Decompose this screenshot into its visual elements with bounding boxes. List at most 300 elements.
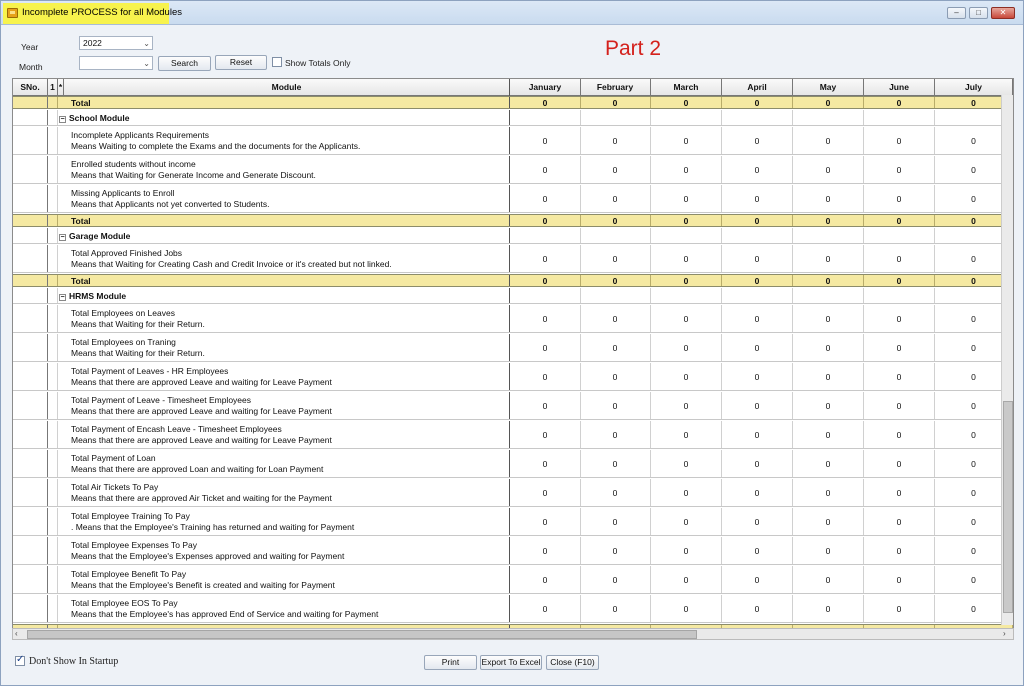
module-text-line — [71, 308, 175, 319]
month-value-cell: 0 — [722, 97, 793, 108]
expand-cell — [48, 566, 58, 593]
month-value-cell: 0 — [935, 450, 1013, 477]
module-cell — [58, 334, 510, 361]
month-value-cell — [793, 228, 864, 243]
module-text-line — [71, 170, 316, 181]
sno-cell — [13, 127, 48, 154]
column-header-month[interactable]: May — [793, 79, 864, 96]
module-title: Total Employee Expenses To Pay — [71, 540, 197, 550]
expand-cell — [48, 537, 58, 564]
month-value-cell: 0 — [510, 334, 581, 361]
month-value-cell — [580, 228, 651, 243]
show-totals-label: Show Totals Only — [285, 58, 351, 68]
module-text-line — [71, 569, 186, 580]
table-row[interactable] — [13, 363, 1013, 391]
expand-cell — [48, 245, 58, 272]
column-header-month[interactable]: January — [510, 79, 581, 96]
sno-cell — [13, 215, 48, 226]
month-value-cell: 0 — [651, 363, 722, 390]
sno-cell — [13, 508, 48, 535]
month-value-cell: 0 — [580, 156, 651, 183]
module-cell — [58, 566, 510, 593]
expand-cell — [48, 334, 58, 361]
month-value-cell: 0 — [580, 595, 651, 622]
month-value-cell: 0 — [580, 334, 651, 361]
minimize-button[interactable]: ‒ — [947, 7, 966, 19]
month-value-cell: 0 — [864, 421, 935, 448]
sno-cell — [13, 110, 48, 125]
module-cell — [58, 245, 510, 272]
module-cell — [58, 288, 510, 303]
module-description: Means that Waiting for their Return. — [71, 348, 205, 358]
sno-cell — [13, 245, 48, 272]
title-bar — [1, 1, 1023, 25]
month-value-cell: 0 — [864, 97, 935, 108]
month-value-cell: 0 — [793, 508, 864, 535]
sno-cell — [13, 566, 48, 593]
module-title: Garage Module — [69, 230, 131, 241]
sno-cell — [13, 595, 48, 622]
dont-show-label: Don't Show In Startup — [29, 656, 119, 667]
month-value-cell: 0 — [510, 508, 581, 535]
month-value-cell: 0 — [935, 566, 1013, 593]
month-value-cell: 0 — [935, 97, 1013, 108]
module-description: Means that the Employee's Expenses approved and waiting for Payment — [71, 551, 345, 561]
month-value-cell: 0 — [651, 479, 722, 506]
module-text-line — [71, 98, 91, 109]
module-cell — [58, 450, 510, 477]
month-value-cell: 0 — [864, 479, 935, 506]
month-value-cell: 0 — [722, 305, 793, 332]
column-header-expand[interactable]: 1 — [48, 79, 58, 96]
year-label: Year — [21, 42, 39, 52]
month-value-cell — [722, 288, 793, 303]
export-excel-button[interactable]: Export To Excel — [480, 655, 542, 670]
table-row[interactable] — [13, 305, 1013, 333]
module-text-line — [71, 580, 335, 591]
month-value-cell: 0 — [793, 421, 864, 448]
month-value-cell: 0 — [722, 450, 793, 477]
expand-cell — [48, 421, 58, 448]
month-value-cell: 0 — [651, 245, 722, 272]
module-description: Means that Applicants not yet converted to Students. — [71, 199, 270, 209]
month-value-cell: 0 — [651, 537, 722, 564]
process-grid — [12, 78, 1014, 640]
expand-cell — [48, 275, 58, 286]
month-value-cell: 0 — [580, 97, 651, 108]
sno-cell — [13, 537, 48, 564]
month-value-cell — [864, 228, 935, 243]
vertical-scroll-thumb[interactable] — [1003, 401, 1013, 613]
total-row[interactable] — [13, 274, 1013, 287]
month-value-cell: 0 — [793, 156, 864, 183]
table-row[interactable] — [13, 566, 1013, 594]
module-description: Means that there are approved Loan and waiting for Loan Payment — [71, 464, 324, 474]
month-value-cell: 0 — [864, 305, 935, 332]
horizontal-scroll-thumb[interactable] — [27, 630, 697, 639]
module-description: Means that there are approved Leave and waiting for Leave Payment — [71, 377, 332, 387]
column-header-star[interactable]: * — [58, 79, 64, 96]
month-value-cell: 0 — [864, 537, 935, 564]
module-cell — [58, 156, 510, 183]
month-value-cell: 0 — [793, 363, 864, 390]
total-row[interactable] — [13, 96, 1013, 109]
expand-cell — [48, 97, 58, 108]
table-row[interactable] — [13, 479, 1013, 507]
module-text-line — [71, 598, 178, 609]
table-row[interactable] — [13, 595, 1013, 623]
dont-show-checkbox[interactable] — [15, 656, 25, 666]
window-title: Incomplete PROCESS for all Modules — [22, 7, 182, 18]
module-title: Total Employees on Leaves — [71, 308, 175, 318]
month-value-cell: 0 — [793, 215, 864, 226]
sno-cell — [13, 479, 48, 506]
month-value-cell: 0 — [510, 566, 581, 593]
collapse-icon[interactable]: − — [60, 293, 65, 301]
month-value-cell: 0 — [935, 185, 1013, 212]
month-value-cell: 0 — [722, 245, 793, 272]
column-header-month[interactable]: July — [935, 79, 1013, 96]
month-value-cell — [864, 288, 935, 303]
module-text-line — [71, 276, 91, 287]
month-value-cell: 0 — [864, 185, 935, 212]
module-text-line — [71, 199, 269, 210]
module-description: Means that the Employee's Benefit is created and waiting for Payment — [71, 580, 335, 590]
month-value-cell: 0 — [651, 156, 722, 183]
scroll-right-icon[interactable]: › — [1003, 629, 1006, 638]
month-value-cell: 0 — [580, 127, 651, 154]
horizontal-scrollbar[interactable] — [12, 628, 1014, 640]
month-value-cell: 0 — [580, 185, 651, 212]
month-value-cell: 0 — [793, 275, 864, 286]
module-cell — [58, 392, 510, 419]
month-value-cell: 0 — [793, 595, 864, 622]
month-value-cell: 0 — [510, 275, 581, 286]
month-value-cell — [793, 110, 864, 125]
month-value-cell: 0 — [510, 156, 581, 183]
month-value-cell — [722, 228, 793, 243]
module-cell — [58, 479, 510, 506]
month-value-cell: 0 — [510, 595, 581, 622]
month-value-cell: 0 — [864, 275, 935, 286]
module-cell — [58, 595, 510, 622]
expand-cell — [48, 595, 58, 622]
close-window-button[interactable]: ✕ — [991, 7, 1015, 19]
app-icon — [7, 8, 18, 18]
module-title: Total Approved Finished Jobs — [71, 248, 183, 258]
expand-cell — [48, 305, 58, 332]
month-value-cell: 0 — [510, 392, 581, 419]
month-value-cell: 0 — [580, 421, 651, 448]
month-value-cell: 0 — [864, 334, 935, 361]
month-value-cell — [510, 288, 581, 303]
month-value-cell: 0 — [935, 392, 1013, 419]
month-value-cell: 0 — [722, 479, 793, 506]
expand-cell — [48, 363, 58, 390]
month-value-cell: 0 — [935, 156, 1013, 183]
month-value-cell: 0 — [793, 537, 864, 564]
year-select[interactable] — [79, 36, 153, 50]
module-text-line — [71, 493, 332, 504]
month-value-cell: 0 — [580, 508, 651, 535]
month-value-cell: 0 — [651, 305, 722, 332]
module-group-row[interactable] — [13, 228, 1013, 244]
month-value-cell: 0 — [793, 450, 864, 477]
table-row[interactable] — [13, 537, 1013, 565]
month-value-cell: 0 — [510, 97, 581, 108]
module-text-line — [71, 609, 378, 620]
sno-cell — [13, 156, 48, 183]
month-value-cell: 0 — [580, 479, 651, 506]
module-cell — [58, 185, 510, 212]
chevron-down-icon: ⌄ — [143, 59, 150, 68]
month-value-cell: 0 — [722, 537, 793, 564]
month-value-cell — [651, 110, 722, 125]
total-row[interactable] — [13, 214, 1013, 227]
module-cell — [58, 228, 510, 243]
month-value-cell: 0 — [864, 450, 935, 477]
column-header-month[interactable]: June — [864, 79, 935, 96]
expand-cell — [48, 215, 58, 226]
month-value-cell: 0 — [580, 392, 651, 419]
month-value-cell: 0 — [864, 508, 935, 535]
month-value-cell: 0 — [510, 215, 581, 226]
column-header-month[interactable]: February — [580, 79, 651, 96]
month-value-cell: 0 — [722, 215, 793, 226]
month-value-cell: 0 — [580, 305, 651, 332]
month-value-cell: 0 — [722, 156, 793, 183]
show-totals-checkbox[interactable] — [272, 57, 282, 67]
module-title: Enrolled students without income — [71, 159, 196, 169]
month-value-cell: 0 — [722, 127, 793, 154]
module-title: Total — [71, 216, 91, 226]
month-value-cell: 0 — [722, 185, 793, 212]
module-title: Total Employee Benefit To Pay — [71, 569, 187, 579]
month-value-cell: 0 — [510, 127, 581, 154]
module-text-line — [71, 130, 209, 141]
module-title: Total Employee Training To Pay — [71, 511, 190, 521]
month-value-cell: 0 — [793, 127, 864, 154]
module-text-line — [71, 188, 174, 199]
expand-cell — [48, 185, 58, 212]
module-cell — [58, 97, 510, 108]
collapse-icon[interactable]: − — [60, 115, 65, 123]
module-cell — [58, 305, 510, 332]
module-text-line — [71, 453, 156, 464]
scroll-left-icon[interactable]: ‹ — [15, 629, 18, 638]
module-text-line — [71, 511, 190, 522]
month-value-cell: 0 — [651, 185, 722, 212]
month-value-cell: 0 — [580, 363, 651, 390]
month-value-cell: 0 — [935, 215, 1013, 226]
column-header-module[interactable]: Module — [64, 79, 510, 96]
month-value-cell: 0 — [864, 392, 935, 419]
close-button[interactable]: Close (F10) — [546, 655, 599, 670]
module-text-line — [59, 291, 126, 302]
reset-button[interactable]: Reset — [215, 55, 267, 70]
table-row[interactable] — [13, 392, 1013, 420]
collapse-icon[interactable]: − — [60, 233, 65, 241]
month-value-cell: 0 — [510, 185, 581, 212]
month-value-cell: 0 — [935, 508, 1013, 535]
month-value-cell: 0 — [510, 537, 581, 564]
print-button[interactable]: Print — [424, 655, 477, 670]
month-value-cell: 0 — [580, 566, 651, 593]
month-value-cell: 0 — [935, 479, 1013, 506]
month-value-cell: 0 — [722, 363, 793, 390]
module-text-line — [71, 259, 392, 270]
module-title: Total Payment of Leave - Timesheet Employees — [71, 395, 252, 405]
month-value-cell: 0 — [793, 245, 864, 272]
sno-cell — [13, 363, 48, 390]
month-value-cell: 0 — [793, 392, 864, 419]
table-row[interactable] — [13, 127, 1013, 155]
module-text-line — [71, 435, 332, 446]
month-value-cell: 0 — [864, 595, 935, 622]
maximize-button[interactable]: □ — [969, 7, 988, 19]
module-text-line — [71, 319, 205, 330]
table-row[interactable] — [13, 421, 1013, 449]
column-header-sno[interactable]: SNo. — [13, 79, 48, 96]
month-value-cell: 0 — [722, 334, 793, 361]
module-description: Means Waiting to complete the Exams and the documents for the Applicants. — [71, 141, 361, 151]
month-value-cell: 0 — [864, 215, 935, 226]
module-group-row[interactable] — [13, 288, 1013, 304]
month-value-cell: 0 — [580, 450, 651, 477]
month-value-cell: 0 — [793, 97, 864, 108]
module-title: Total Employees on Traning — [71, 337, 176, 347]
expand-cell — [48, 450, 58, 477]
expand-cell — [48, 508, 58, 535]
module-text-line — [71, 248, 182, 259]
module-text-line — [59, 113, 129, 124]
table-row[interactable] — [13, 156, 1013, 184]
month-value-cell: 0 — [510, 363, 581, 390]
month-value-cell: 0 — [935, 421, 1013, 448]
module-text-line — [71, 464, 323, 475]
module-text-line — [71, 159, 196, 170]
table-row[interactable] — [13, 245, 1013, 273]
sno-cell — [13, 275, 48, 286]
module-title: Total Payment of Encash Leave - Timesheet Employees — [71, 424, 282, 434]
month-value-cell: 0 — [722, 566, 793, 593]
month-value-cell — [864, 110, 935, 125]
month-value-cell: 0 — [935, 537, 1013, 564]
vertical-scrollbar[interactable] — [1001, 95, 1013, 625]
month-value-cell: 0 — [651, 215, 722, 226]
module-title: Total — [71, 98, 91, 108]
month-value-cell: 0 — [793, 305, 864, 332]
month-value-cell — [580, 288, 651, 303]
month-value-cell — [510, 228, 581, 243]
expand-cell — [48, 228, 58, 243]
table-row[interactable] — [13, 185, 1013, 213]
module-text-line — [71, 395, 251, 406]
module-text-line — [71, 551, 344, 562]
table-row[interactable] — [13, 508, 1013, 536]
module-group-row[interactable] — [13, 110, 1013, 126]
module-description: Means that Waiting for their Return. — [71, 319, 205, 329]
search-button[interactable]: Search — [158, 56, 211, 71]
month-value-cell: 0 — [510, 245, 581, 272]
month-value-cell: 0 — [580, 245, 651, 272]
month-value-cell: 0 — [651, 392, 722, 419]
module-description: Means that there are approved Leave and waiting for Leave Payment — [71, 406, 332, 416]
module-text-line — [59, 231, 130, 242]
table-row[interactable] — [13, 334, 1013, 362]
module-title: Total — [71, 276, 91, 286]
month-value-cell: 0 — [864, 363, 935, 390]
module-cell — [58, 127, 510, 154]
module-title: Incomplete Applicants Requirements — [71, 130, 209, 140]
month-value-cell: 0 — [651, 421, 722, 448]
module-title: HRMS Module — [69, 290, 127, 301]
month-value-cell: 0 — [793, 185, 864, 212]
sno-cell — [13, 421, 48, 448]
module-title: School Module — [69, 112, 130, 123]
month-value-cell: 0 — [510, 421, 581, 448]
module-text-line — [71, 366, 228, 377]
month-value-cell: 0 — [722, 421, 793, 448]
month-value-cell: 0 — [510, 479, 581, 506]
module-title: Missing Applicants to Enroll — [71, 188, 175, 198]
month-value-cell: 0 — [651, 450, 722, 477]
grid-header — [13, 79, 1013, 96]
part-annotation: Part 2 — [605, 37, 662, 60]
expand-cell — [48, 127, 58, 154]
month-value-cell: 0 — [793, 334, 864, 361]
month-value-cell — [793, 288, 864, 303]
month-value-cell: 0 — [935, 245, 1013, 272]
month-value-cell: 0 — [722, 595, 793, 622]
column-header-month[interactable]: April — [722, 79, 793, 96]
month-value-cell — [651, 228, 722, 243]
module-text-line — [71, 424, 282, 435]
column-header-month[interactable]: March — [651, 79, 722, 96]
module-text-line — [71, 482, 158, 493]
month-value-cell: 0 — [722, 392, 793, 419]
month-value-cell: 0 — [580, 275, 651, 286]
month-value-cell: 0 — [935, 127, 1013, 154]
month-value-cell: 0 — [864, 156, 935, 183]
month-value-cell: 0 — [864, 127, 935, 154]
month-value-cell: 0 — [580, 215, 651, 226]
month-value-cell — [651, 288, 722, 303]
month-select[interactable] — [79, 56, 153, 70]
module-description: Means that there are approved Leave and waiting for Leave Payment — [71, 435, 332, 445]
month-value-cell: 0 — [935, 595, 1013, 622]
expand-cell — [48, 156, 58, 183]
table-row[interactable] — [13, 450, 1013, 478]
module-cell — [58, 275, 510, 286]
module-text-line — [71, 216, 91, 227]
month-value-cell — [722, 110, 793, 125]
module-description: Means that the Employee's has approved End of Service and waiting for Payment — [71, 609, 379, 619]
module-text-line — [71, 540, 197, 551]
sno-cell — [13, 288, 48, 303]
month-value-cell: 0 — [651, 508, 722, 535]
module-title: Total Payment of Loan — [71, 453, 156, 463]
module-text-line — [71, 522, 354, 533]
month-value-cell: 0 — [510, 450, 581, 477]
module-cell — [58, 110, 510, 125]
month-value-cell: 0 — [651, 275, 722, 286]
module-text-line — [71, 337, 176, 348]
month-value-cell: 0 — [935, 363, 1013, 390]
module-title: Total Payment of Leaves - HR Employees — [71, 366, 229, 376]
module-cell — [58, 215, 510, 226]
module-text-line — [71, 141, 360, 152]
